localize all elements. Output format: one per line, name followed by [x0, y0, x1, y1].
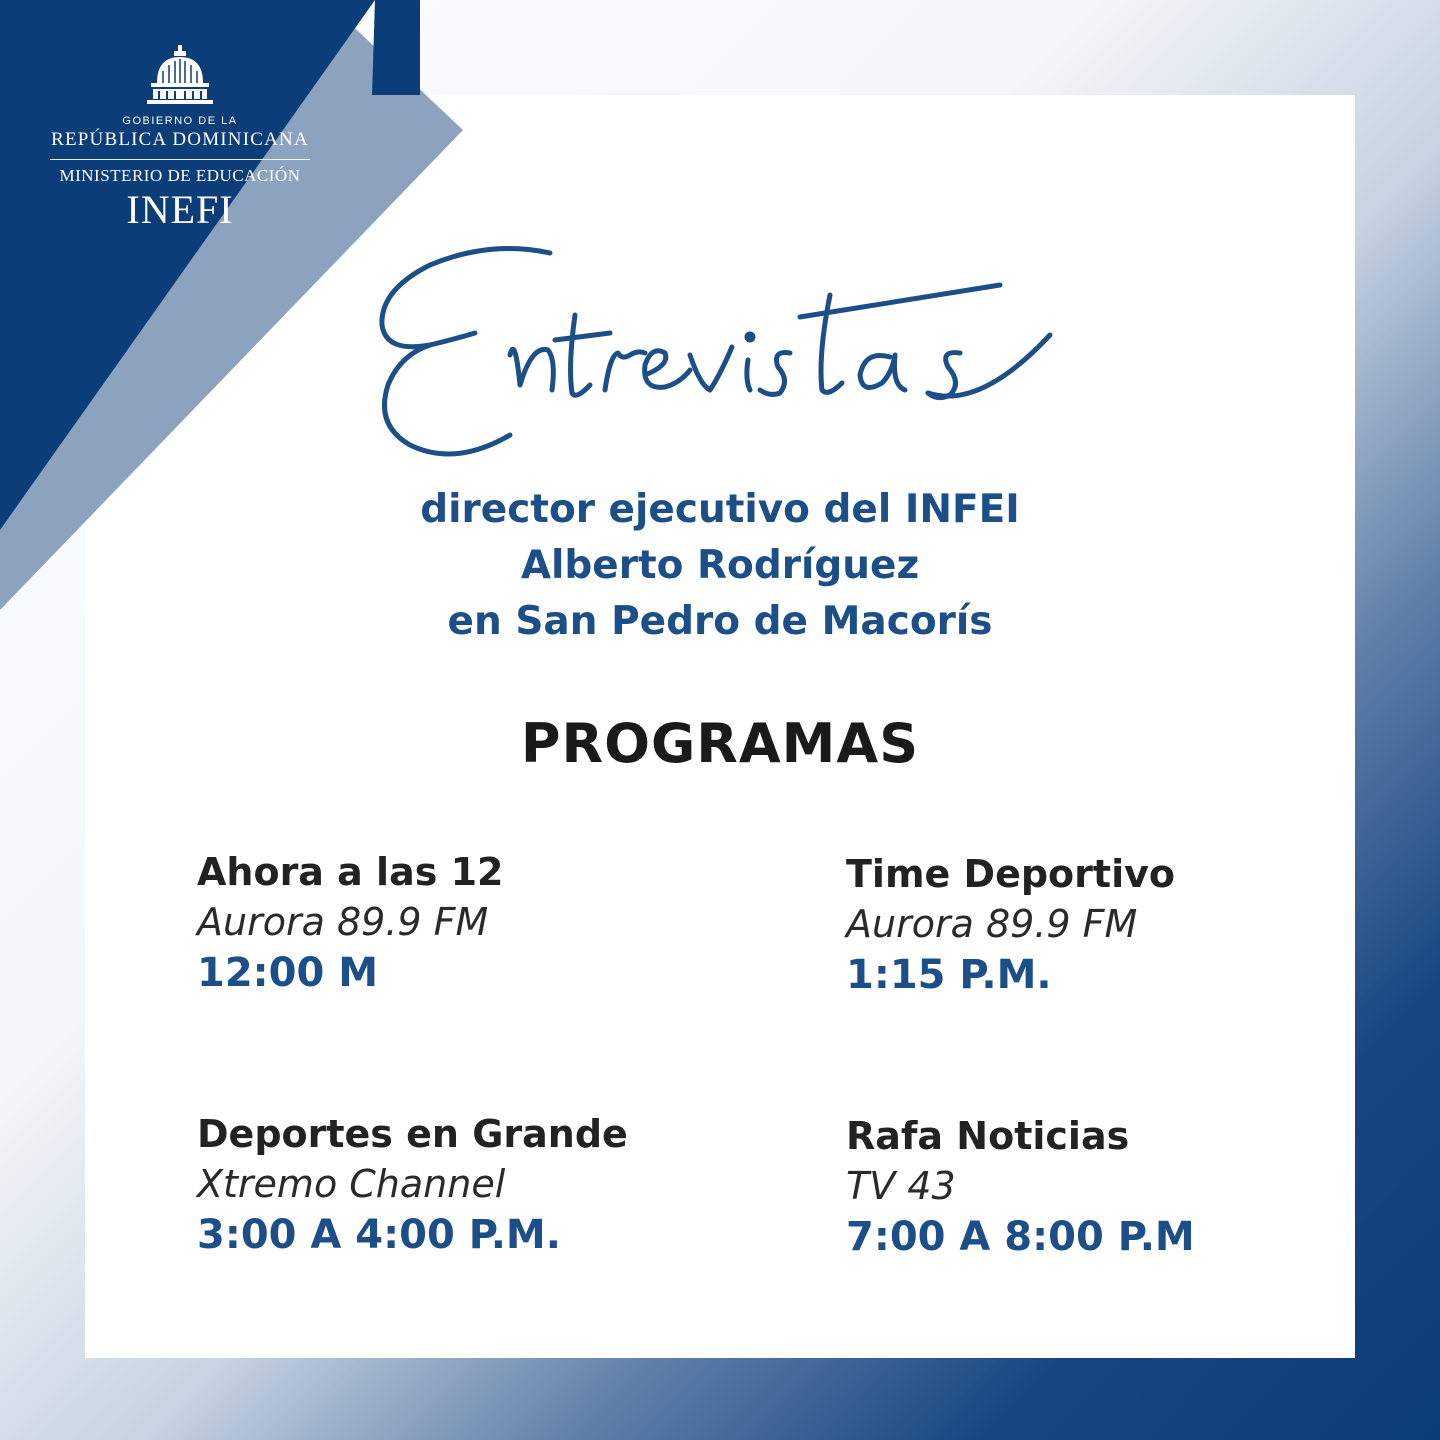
program-name: Rafa Noticias — [846, 1114, 1130, 1158]
program-card — [846, 849, 1406, 1001]
logo-government-line: GOBIERNO DE LA — [122, 115, 238, 127]
program-name: Time Deportivo — [846, 852, 1175, 896]
logo-inefi-line: INEFI — [126, 187, 234, 232]
program-name: Deportes en Grande — [197, 1112, 628, 1156]
program-card — [197, 847, 757, 999]
program-card — [197, 1109, 757, 1261]
program-name: Ahora a las 12 — [197, 850, 504, 894]
logo-divider — [50, 159, 310, 160]
program-station: Xtremo Channel — [197, 1162, 506, 1206]
subtitle-location: en San Pedro de Macorís — [447, 599, 993, 644]
subtitle-person: Alberto Rodríguez — [520, 543, 920, 588]
program-station: Aurora 89.9 FM — [846, 902, 1138, 946]
program-card — [846, 1111, 1406, 1263]
logo-ministry-line: MINISTERIO DE EDUCACIÓN — [59, 166, 301, 185]
program-time: 12:00 M — [197, 950, 379, 996]
subtitle-role: director ejecutivo del INFEI — [420, 487, 1020, 532]
dome-icon — [145, 45, 215, 107]
program-station: Aurora 89.9 FM — [197, 900, 489, 944]
ministry-logo — [30, 45, 330, 232]
program-station: TV 43 — [846, 1164, 956, 1208]
logo-republic-line: REPÚBLICA DOMINICANA — [51, 129, 309, 150]
program-time: 3:00 A 4:00 P.M. — [197, 1212, 561, 1258]
programs-heading: PROGRAMAS — [520, 712, 920, 775]
program-time: 1:15 P.M. — [846, 952, 1052, 998]
program-time: 7:00 A 8:00 P.M — [846, 1214, 1195, 1260]
script-title — [360, 235, 1080, 475]
